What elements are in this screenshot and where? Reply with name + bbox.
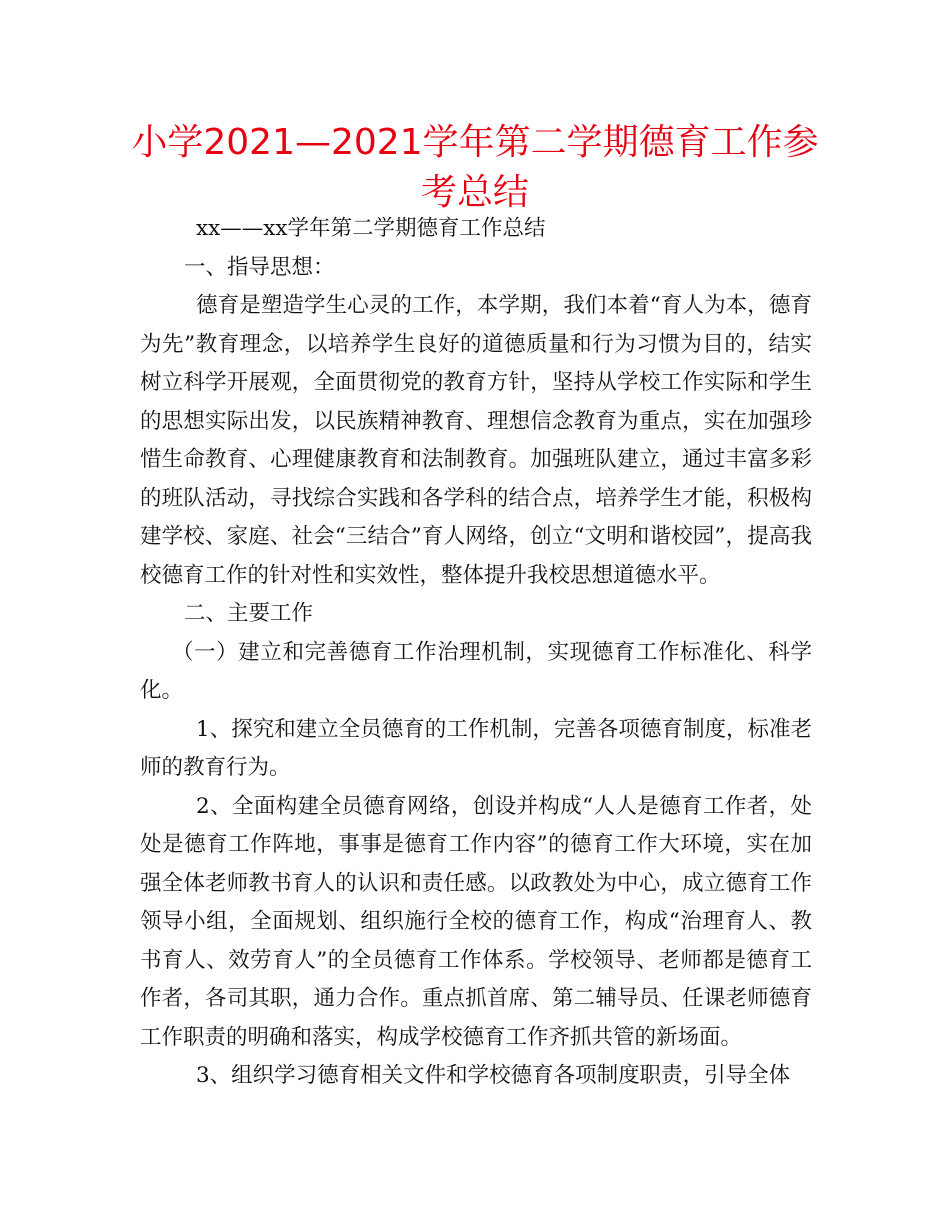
document-body [140,210,812,1096]
paragraph-guiding-ideology: 德育是塑造学生心灵的工作，本学期，我们本着“育人为本，德育为先”教育理念，以培养学生良好的道德质量和行为习惯为目的，结实树立科学开展观，全面贯彻党的教育方针，坚持从学校工作实际和学生的思想实际出发，以民族精神教育、理想信念教育为重点，实在加强珍惜生命教育、心理健康教育和法制教育。加强班队建立，通过丰富多彩的班队活动，寻找综合实践和各学科的结合点，培养学生才能，积极构建学校、家庭、社会“三结合”育人网络，创立“文明和谐校园”，提高我校德育工作的针对性和实效性，整体提升我校思想道德水平。 [140,293,812,588]
section-heading-main-work: 二、主要工作 [184,601,314,626]
section-heading-guiding-ideology: 一、指导思想： [184,254,335,280]
subsection-heading-mechanism: （一）建立和完善德育工作治理机制，实现德育工作标准化、科学化。 [140,639,812,703]
list-item-3: 3、组织学习德育相关文件和学校德育各项制度职责，引导全体 [196,1063,791,1088]
list-item-1: 1、探究和建立全员德育的工作机制，完善各项德育制度，标准老师的教育行为。 [140,716,812,780]
list-item-2: 2、全面构建全员德育网络，创设并构成“人人是德育工作者，处处是德育工作阵地，事事是德育工作内容”的德育工作大环境，实在加强全体老师教书育人的认识和责任感。以政教处为中心，成立德育工作领导小组，全面规划、组织施行全校的德育工作，构成“治理育人、教书育人、效劳育人”的全员德育工作体系。学校领导、老师都是德育工作者，各司其职，通力合作。重点抓首席、第二辅导员、任课老师德育工作职责的明确和落实，构成学校德育工作齐抓共管的新场面。 [140,793,812,1050]
document-subtitle: xx——xx学年第二学期德育工作总结 [196,216,546,241]
document-title: 小学2021—2021学年第二学期德育工作参考总结 [131,122,819,213]
